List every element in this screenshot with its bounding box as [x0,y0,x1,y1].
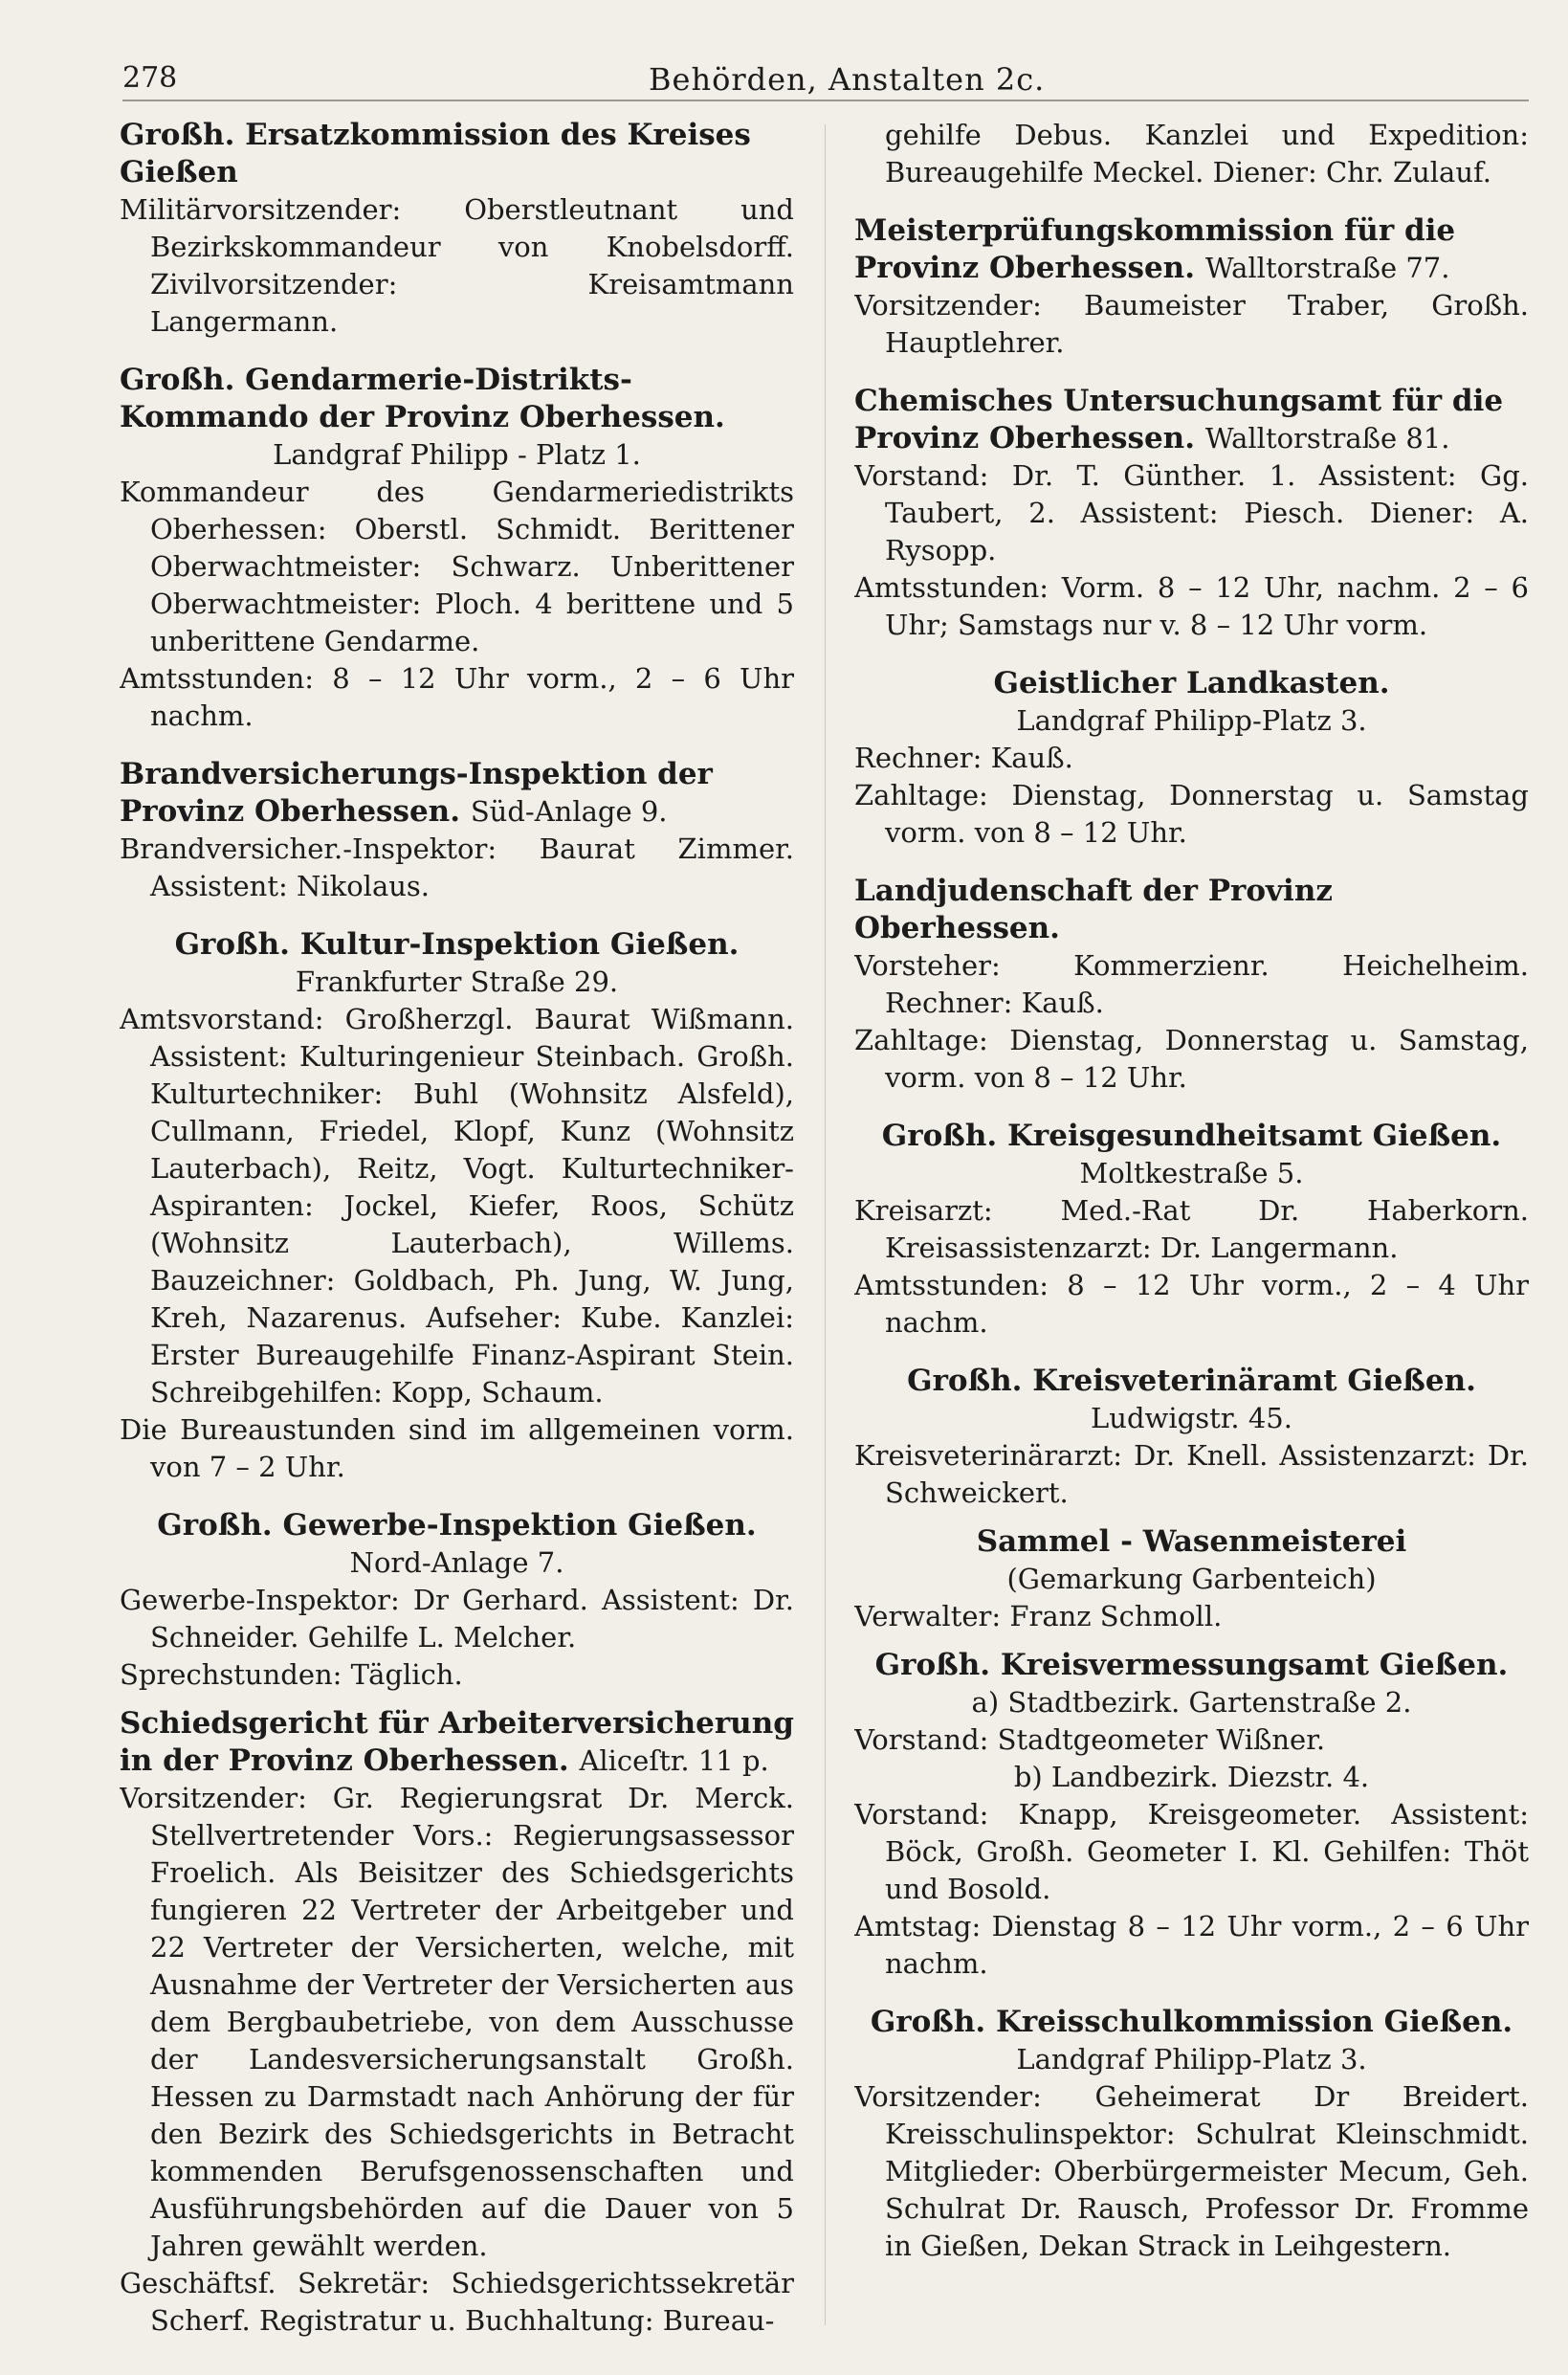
entry-wasenmeisterei [854,1523,1529,1635]
entry-kreisvermessungsamt [854,1647,1529,1983]
entry-address: Ludwigstr. 45. [1091,1402,1292,1434]
entry-text: gehilfe Debus. Kanzlei und Expedition: Bureaugehilfe Meckel. Diener: Chr. Zulauf. [885,119,1529,189]
entry-meisterpruefung [854,212,1529,362]
entry-text: Verwalter: Franz Schmoll. [854,1600,1223,1632]
entry-title: Großh. Kreisgesundheitsamt Gießen. [881,1119,1502,1153]
entry-brandversicherung [120,756,794,905]
entry-title: Sammel - Wasenmeisterei [976,1524,1407,1559]
entry-gendarmerie [120,362,794,735]
entry-subheading-a: a) Stadtbezirk. Gartenstraße 2. [971,1686,1412,1719]
entry-address: Walltorstraße 81. [1204,422,1450,455]
entry-title: Großh. Gendarmerie-Distrikts-Kommando der Provinz Oberhessen. [120,363,725,434]
entry-text: Zahltage: Dienstag, Donnerstag u. Samstag vorm. von 8 – 12 Uhr. [854,779,1529,849]
entry-title: Brandversicherungs-Inspektion der Provinz Oberhessen. Süd-Anlage 9. [120,757,713,829]
entry-title: Großh. Kreisvermessungsamt Gießen. [874,1648,1509,1682]
entry-text: Kommandeur des Gendarmeriedistrikts Oberhessen: Oberstl. Schmidt. Berittener Oberwachtmeister: Schwarz. Unberittener Oberwachtmeister: Ploch. 4 berittene und 5 unberittene Gendarme. [120,476,794,657]
entry-schiedsgericht [120,1705,794,2337]
right-column [854,117,1529,2337]
entry-text: Kreisarzt: Med.-Rat Dr. Haberkorn. Kreisassistenzarzt: Dr. Langermann. [854,1194,1529,1264]
entry-text: Brandversicher.-Inspektor: Baurat Zimmer. Assistent: Nikolaus. [120,832,794,902]
entry-gewerbeinspektion [120,1507,794,1694]
entry-text: Vorstand: Dr. T. Günther. 1. Assistent: Gg. Taubert, 2. Assistent: Piesch. Diener: A. Rysopp. [854,459,1529,566]
entry-chemisches-untersuchungsamt [854,383,1529,644]
entry-title: Großh. Ersatzkommission des Kreises Gießen [120,118,751,189]
running-title: Behörden, Anstalten 2c. [649,61,1046,98]
page-header [122,52,1529,100]
entry-landkasten [854,665,1529,852]
entry-text: Amtsvorstand: Großherzgl. Baurat Wißmann. Assistent: Kulturingenieur Steinbach. Großh. Kulturtechniker: Buhl (Wohnsitz Alsfeld), Cullmann, Friedel, Klopf, Kunz (Wohnsitz Lauterbach), Reitz, Vogt. Kulturtechniker-Aspiranten: Jockel, Kiefer, Roos, Schütz (Wohnsitz Lauterbach), Willems. Bauzeichner: Goldbach, Ph. Jung, W. Jung, Kreh, Nazarenus. Aufseher: Kube. Kanzlei: Erster Bureaugehilfe Finanz-Aspirant Stein. Schreibgehilfen: Kopp, Schaum. [120,1003,794,1409]
entry-hours: Amtsstunden: Vorm. 8 – 12 Uhr, nachm. 2 – 6 Uhr; Samstags nur v. 8 – 12 Uhr vorm. [854,571,1529,641]
entry-text: Vorsitzender: Geheimerat Dr Breidert. Kreisschulinspektor: Schulrat Kleinschmidt. Mitglieder: Oberbürgermeister Mecum, Geh. Schulrat Dr. Rausch, Professor Dr. Fromme in Gießen, Dekan Strack in Leihgestern. [854,2080,1529,2262]
entry-ersatzkommission [120,117,794,341]
entry-title: Meisterprüfungskommission für die Provinz Oberhessen. Walltorstraße 77. [854,213,1456,285]
entry-schiedsgericht-continued [854,117,1529,191]
entry-address: Nord-Anlage 7. [349,1546,564,1579]
entry-kreisgesundheitsamt [854,1118,1529,1342]
entry-text: Vorstand: Knapp, Kreisgeometer. Assistent: Böck, Großh. Geometer I. Kl. Gehilfen: Thöt und Bosold. [854,1798,1529,1905]
entry-text: Vorsteher: Kommerzienr. Heichelheim. Rechner: Kauß. [854,949,1529,1019]
entry-text: Rechner: Kauß. [854,742,1073,774]
entry-address: Frankfurter Straße 29. [295,966,619,998]
entry-address: Landgraf Philipp-Platz 3. [1016,704,1367,737]
entry-title: Großh. Kultur-Inspektion Gießen. [174,927,740,962]
entry-address: Aliceſtr. 11 p. [579,1744,769,1777]
entry-text: Vorstand: Stadtgeometer Wißner. [854,1723,1326,1756]
entry-title: Geistlicher Landkasten. [993,666,1390,700]
entry-text: Vorsitzender: Baumeister Traber, Großh. Hauptlehrer. [854,289,1529,359]
entry-title: Großh. Gewerbe-Inspektion Gießen. [157,1508,757,1543]
entry-text: Kreisveterinärarzt: Dr. Knell. Assistenzarzt: Dr. Schweickert. [854,1439,1529,1509]
entry-hours: Amtsstunden: 8 – 12 Uhr vorm., 2 – 4 Uhr nachm. [854,1269,1529,1339]
entry-hours: Amtsstunden: 8 – 12 Uhr vorm., 2 – 6 Uhr nachm. [120,662,794,732]
entry-address: Landgraf Philipp-Platz 3. [1016,2043,1367,2075]
entry-hours: Sprechstunden: Täglich. [120,1658,463,1691]
entry-address: Süd-Anlage 9. [470,795,668,828]
entry-kreisveterinaeramt [854,1363,1529,1512]
entry-landjudenschaft [854,873,1529,1097]
entry-address: Landgraf Philipp - Platz 1. [273,438,641,471]
entry-kulturinspektion [120,926,794,1486]
entry-title: Schiedsgericht für Arbeiterversicherung in der Provinz Oberhessen. Aliceſtr. 11 p. [120,1706,794,1778]
entry-subtitle: (Gemarkung Garbenteich) [1006,1563,1377,1595]
entry-title: Landjudenschaft der Provinz Oberhessen. [854,874,1333,945]
entry-hours: Die Bureaustunden sind im allgemeinen vorm. von 7 – 2 Uhr. [120,1413,794,1483]
left-column [120,117,794,2337]
column-divider [825,124,826,2325]
entry-title: Großh. Kreisschulkommission Gießen. [870,2005,1513,2039]
entry-title: Großh. Kreisveterinäramt Gießen. [907,1364,1476,1398]
entry-text: Zahltage: Dienstag, Donnerstag u. Samstag, vorm. von 8 – 12 Uhr. [854,1024,1529,1094]
page-number: 278 [122,61,178,95]
entry-address: Moltkestraße 5. [1079,1157,1304,1189]
entry-text: Gewerbe-Inspektor: Dr Gerhard. Assistent: Dr. Schneider. Gehilfe L. Melcher. [120,1584,794,1654]
header-rule [122,100,1529,101]
entry-text: Geschäftsf. Sekretär: Schiedsgerichtssekretär Scherf. Registratur u. Buchhaltung: Bureau- [120,2267,794,2337]
entry-hours: Amtstag: Dienstag 8 – 12 Uhr vorm., 2 – 6 Uhr nachm. [854,1910,1529,1980]
entry-title: Chemisches Untersuchungsamt für die Provinz Oberhessen. Walltorstraße 81. [854,384,1504,455]
entry-text: Vorsitzender: Gr. Regierungsrat Dr. Merck. Stellvertretender Vors.: Regierungsassessor Froelich. Als Beisitzer des Schiedsgerichts fungieren 22 Vertreter der Arbeitgeber und 22 Vertreter der Versicherten, welche, mit Ausnahme der Vertreter der Versicherten aus dem Bergbaubetriebe, von dem Ausschusse der Landesversicherungsanstalt Großh. Hessen zu Darmstadt nach Anhörung der für den Bezirk des Schiedsgerichts in Betracht kommenden Berufsgenossenschaften und Ausführungsbehörden auf die Dauer von 5 Jahren gewählt werden. [120,1782,794,2262]
entry-subheading-b: b) Landbezirk. Diezstr. 4. [1013,1761,1370,1793]
entry-address: Walltorstraße 77. [1204,252,1450,284]
entry-kreisschulkommission [854,2004,1529,2265]
entry-text: Militärvorsitzender: Oberstleutnant und Bezirkskommandeur von Knobelsdorff. Zivilvorsitzender: Kreisamtmann Langermann. [120,193,794,338]
